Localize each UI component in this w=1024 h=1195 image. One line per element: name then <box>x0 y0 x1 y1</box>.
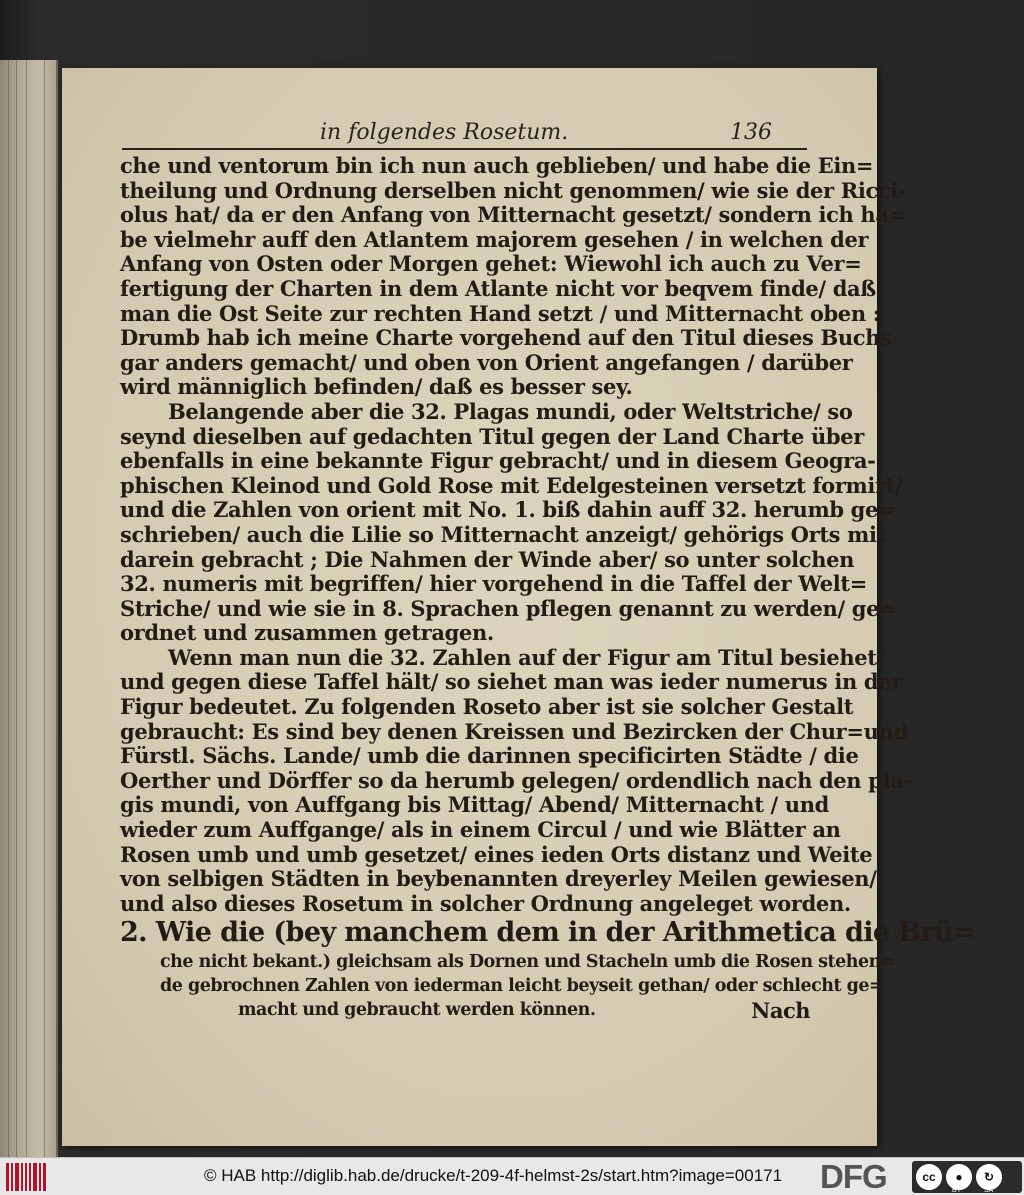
small-text-line-last <box>120 998 810 1022</box>
text-line: be vielmehr auff den Atlantem majorem gesehen / in welchen der <box>120 226 869 252</box>
text-line: fertigung der Charten in dem Atlante nicht vor beqvem finde/ daß <box>120 275 876 301</box>
text-line: und also dieses Rosetum in solcher Ordnung angeleget worden. <box>120 890 851 916</box>
text-line: und die Zahlen von orient mit No. 1. biß dahin auff 32. herumb ge= <box>120 497 896 523</box>
header-rule <box>122 148 807 150</box>
text-line: Striche/ und wie sie in 8. Sprachen pflegen genannt zu werden/ ge= <box>120 595 897 621</box>
paragraph-start-line: Wenn man nun die 32. Zahlen auf der Figur am Titul besiehet/ <box>168 644 884 670</box>
text-line: olus hat/ da er den Anfang von Mitternacht gesetzt/ sondern ich ha= <box>120 202 906 228</box>
text-line: man die Ost Seite zur rechten Hand setzt / und Mitternacht oben : <box>120 300 881 326</box>
by-icon: ● <box>946 1164 972 1190</box>
small-text-line: de gebrochnen Zahlen von iederman leicht beyseit gethan/ oder schlecht ge= <box>160 976 884 997</box>
sa-label: SA <box>984 1187 994 1194</box>
paragraph-start-line: Belangende aber die 32. Plagas mundi, oder Weltstriche/ so <box>168 398 853 424</box>
cc-icon: cc <box>916 1164 942 1190</box>
text-line: wieder zum Auffgange/ als in einem Circul / und wie Blätter an <box>120 817 841 843</box>
text-line: Fürstl. Sächs. Lande/ umb die darinnen specificirten Städte / die <box>120 743 859 769</box>
body-text <box>120 153 976 1024</box>
text-line: phischen Kleinod und Gold Rose mit Edelgesteinen versetzt formirt/ <box>120 472 903 498</box>
text-line: Rosen umb und umb gesetzet/ eines ieden Orts distanz und Weite <box>120 841 873 867</box>
dfg-logo[interactable]: DFG <box>820 1158 887 1195</box>
text-line: 32. numeris mit begriffen/ hier vorgehend in die Taffel der Welt= <box>120 571 867 597</box>
text-line: gis mundi, von Auffgang bis Mittag/ Abend/ Mitternacht / und <box>120 792 829 818</box>
text-line: ebenfalls in eine bekannte Figur gebracht/ und in diesem Geogra- <box>120 448 876 474</box>
by-label: BY <box>952 1187 962 1194</box>
page-number: 136 <box>730 120 772 145</box>
book-page <box>62 68 976 1146</box>
small-text-line: che nicht bekant.) gleichsam als Dornen und Stacheln umb die Rosen stehen= <box>160 952 895 973</box>
text-line: ordnet und zusammen getragen. <box>120 620 494 646</box>
running-title: in folgendes Rosetum. <box>320 120 569 145</box>
small-text: macht und gebraucht werden können. <box>238 1000 596 1021</box>
text-line: Figur bedeutet. Zu folgenden Roseto aber ist sie solcher Gestalt <box>120 694 854 720</box>
copyright-link[interactable]: © HAB http://diglib.hab.de/drucke/t-209-4f-helmst-2s/start.htm?image=00171 <box>204 1166 783 1185</box>
text-line: schrieben/ auch die Lilie so Mitternacht anzeigt/ gehörigs Orts mit <box>120 521 886 547</box>
text-line: Drumb hab ich meine Charte vorgehend auf den Titul dieses Buchs <box>120 325 892 351</box>
section-heading-line: 2. Wie die (bey manchem dem in der Arithmetica die Brü= <box>120 917 976 949</box>
text-line: von selbigen Städten in beybenannten dreyerley Meilen gewiesen/ <box>120 866 877 892</box>
text-line: gar anders gemacht/ und oben von Orient angefangen / darüber <box>120 349 853 375</box>
text-line: Anfang von Osten oder Morgen gehet: Wiewohl ich auch zu Ver= <box>120 251 862 277</box>
sa-icon: ↻ <box>976 1164 1002 1190</box>
text-line: theilung und Ordnung derselben nicht genommen/ wie sie der Ricci- <box>120 177 907 203</box>
text-line: gebraucht: Es sind bey denen Kreissen und Bezircken der Chur=und <box>120 718 908 744</box>
previous-pages-edge <box>0 60 58 1160</box>
text-line: und gegen diese Taffel hält/ so siehet man was ieder numerus in der <box>120 669 902 695</box>
text-line: Oerther und Dörffer so da herumb gelegen/ ordendlich nach den pla- <box>120 767 912 793</box>
text-line: che und ventorum bin ich nun auch geblieben/ und habe die Ein= <box>120 153 874 178</box>
viewer-footer <box>0 1157 1024 1195</box>
text-line: seynd dieselben auf gedachten Titul gegen der Land Charte über <box>120 423 864 449</box>
catchword: Nach <box>751 998 810 1024</box>
text-line: wird männiglich befinden/ daß es besser sey. <box>120 374 633 400</box>
text-line: darein gebracht ; Die Nahmen der Winde aber/ so unter solchen <box>120 546 855 572</box>
cc-license-badge[interactable] <box>912 1161 1022 1193</box>
hab-logo-icon <box>6 1163 46 1191</box>
running-head <box>62 120 877 150</box>
